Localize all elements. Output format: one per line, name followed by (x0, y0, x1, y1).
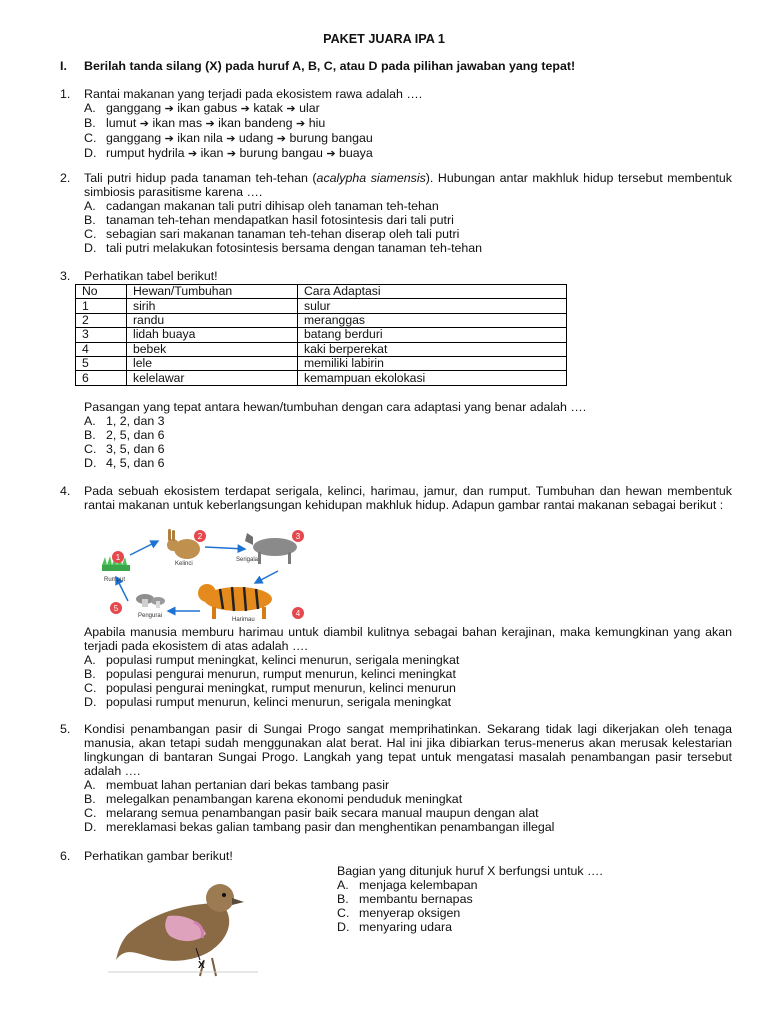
tiger-icon (198, 584, 272, 619)
arrow-right-icon: ➔ (240, 103, 250, 115)
instruction-text: Berilah tanda silang (X) pada huruf A, B, C, atau D pada pilihan jawaban yang tepat! (84, 59, 576, 73)
option-letter: A. (337, 878, 349, 892)
scientific-name: acalypha siamensis (316, 171, 426, 185)
arrow-icon (205, 547, 245, 549)
option-letter: C. (84, 806, 97, 820)
arrow-right-icon: ➔ (286, 103, 296, 115)
question-number: 3. (60, 269, 71, 283)
options-list (84, 101, 732, 161)
option-letter: A. (84, 101, 96, 115)
arrow-right-icon: ➔ (326, 148, 336, 160)
option-letter: C. (84, 441, 97, 456)
table-cell: meranggas (298, 313, 567, 327)
question-6 (60, 849, 360, 863)
table-header: Cara Adaptasi (298, 285, 567, 299)
question-number: 6. (60, 849, 71, 863)
option-b[interactable] (84, 428, 732, 442)
table-cell: 1 (76, 299, 127, 313)
badge-number: 4 (295, 609, 301, 618)
option-text: tali putri melakukan fotosintesis bersama dengan tanaman teh-tehan (106, 241, 483, 255)
table-header: No (76, 285, 127, 299)
chain-item: ganggang (106, 131, 162, 145)
option-letter: A. (84, 199, 96, 213)
table-header: Hewan/Tumbuhan (127, 285, 298, 299)
option-d[interactable] (84, 820, 732, 834)
options-list (84, 414, 732, 470)
option-text: membuat lahan pertanian dari bekas tambang pasir (106, 778, 390, 792)
option-a[interactable] (84, 414, 732, 428)
badge-number: 3 (295, 532, 301, 541)
chain-item: ikan nila (177, 131, 223, 145)
question-5 (60, 722, 732, 834)
arrow-right-icon: ➔ (276, 133, 286, 145)
bird-icon (108, 884, 258, 976)
option-text: populasi rumput menurun, kelinci menurun, serigala meningkat (106, 695, 452, 709)
arrow-icon (255, 571, 278, 583)
chain-item: katak (253, 101, 283, 115)
option-b[interactable] (337, 892, 737, 906)
option-text: membantu bernapas (359, 892, 473, 906)
question-number: 2. (60, 171, 71, 185)
option-b[interactable] (84, 792, 732, 806)
option-letter: B. (84, 792, 96, 806)
table-row (76, 342, 567, 356)
question-text: Pada sebuah ekosistem terdapat serigala, kelinci, harimau, jamur, dan rumput. Tumbuhan dan hewan membentuk rantai makanan untuk keberlangsungan kehidupan makhluk hidup. Adapun gambar rantai makanan sebagai berikut : (84, 484, 732, 512)
question-text-part: ). Hubungan antar makhluk hidup tersebut membentuk simbiosis parasitisme karena …. (84, 171, 732, 199)
chain-item: ikan bandeng (218, 116, 293, 130)
chain-item: rumput hydrila (106, 146, 185, 160)
instruction-number: I. (60, 59, 67, 73)
option-text: melegalkan penambangan karena ekonomi penduduk meningkat (106, 792, 463, 806)
option-text: menyaring udara (359, 920, 452, 934)
question-4 (60, 484, 732, 512)
table-header-row (76, 285, 567, 299)
option-a[interactable] (84, 199, 732, 213)
option-d[interactable] (84, 456, 732, 470)
arrow-right-icon: ➔ (164, 133, 174, 145)
option-d[interactable] (84, 241, 732, 255)
table-cell: 5 (76, 356, 127, 370)
question-prompt: Pasangan yang tepat antara hewan/tumbuhan dengan cara adaptasi yang benar adalah …. (84, 399, 587, 414)
option-letter: C. (84, 131, 97, 145)
option-letter: D. (84, 695, 97, 709)
option-text: populasi pengurai menurun, rumput menurun, kelinci meningkat (106, 667, 456, 681)
option-text: menyerap oksigen (359, 906, 461, 920)
bird-anatomy-figure (108, 876, 258, 986)
question-text: Perhatikan tabel berikut! (84, 269, 218, 283)
table-cell: sulur (298, 299, 567, 313)
option-text: 1, 2, dan 3 (106, 413, 165, 428)
figure-label: Serigala (236, 557, 259, 563)
arrow-right-icon: ➔ (226, 148, 237, 160)
arrow-right-icon: ➔ (164, 103, 174, 115)
option-text: cadangan makanan tali putri dihisap oleh tanaman teh-tehan (106, 199, 439, 213)
table-cell: 3 (76, 328, 127, 342)
arrow-right-icon: ➔ (205, 118, 215, 130)
arrow-right-icon: ➔ (226, 133, 236, 145)
figure-label-x: X (198, 960, 205, 971)
option-letter: A. (84, 413, 96, 428)
option-c[interactable] (84, 227, 732, 241)
option-letter: D. (84, 241, 97, 255)
table-cell: memiliki labirin (298, 356, 567, 370)
chain-item: ikan (200, 146, 224, 160)
option-d[interactable] (337, 920, 737, 934)
option-letter: D. (84, 146, 97, 160)
option-text: menjaga kelembapan (359, 878, 478, 892)
option-text: 4, 5, dan 6 (106, 455, 165, 470)
option-text: populasi rumput meningkat, kelinci menurun, serigala meningkat (106, 653, 460, 667)
option-letter: B. (84, 427, 96, 442)
question-number: 1. (60, 87, 71, 101)
option-a[interactable] (84, 778, 732, 792)
option-text: sebagian sari makanan tanaman teh-tehan diserap oleh tali putri (106, 227, 460, 241)
question-text: Kondisi penambangan pasir di Sungai Progo sangat memprihatinkan. Sekarang tidak lagi dikerjakan oleh tenaga manusia, akan tetapi sudah menggunakan alat berat. Hal ini jika dibiarkan terus-menerus akan merusak kelestarian lingkungan di bantaran Sungai Progo. Langkah yang tepat untuk mengatasi masalah penambangan pasir tersebut adalah …. (84, 722, 732, 778)
option-letter: A. (84, 778, 96, 792)
option-letter: A. (84, 653, 96, 667)
option-letter: C. (84, 681, 97, 695)
question-text: Perhatikan gambar berikut! (84, 849, 233, 863)
option-d[interactable] (84, 146, 732, 161)
arrow-right-icon: ➔ (296, 118, 306, 130)
option-letter: B. (84, 116, 96, 130)
question-prompt: Apabila manusia memburu harimau untuk diambil kulitnya sebagai bahan kerajinan, maka kemungkinan yang akan terjadi pada ekosistem di atas adalah …. (84, 625, 732, 653)
question-1 (60, 87, 732, 161)
option-text: mereklamasi bekas galian tambang pasir dan menghentikan penambangan illegal (106, 820, 555, 834)
option-d[interactable] (84, 695, 732, 709)
adaptation-table (75, 284, 567, 386)
option-text: 2, 5, dan 6 (106, 427, 165, 442)
instruction (60, 59, 740, 73)
option-b[interactable] (84, 213, 732, 227)
option-letter: B. (84, 213, 96, 227)
table-cell: 2 (76, 313, 127, 327)
chain-item: ganggang (106, 101, 162, 115)
option-text: tanaman teh-tehan mendapatkan hasil fotosintesis dari tali putri (106, 213, 454, 227)
question-text (84, 171, 732, 199)
food-chain-figure (40, 527, 320, 623)
question-2 (60, 171, 732, 255)
options-list (337, 878, 737, 934)
option-c[interactable] (84, 131, 732, 146)
table-cell: lele (127, 356, 298, 370)
question-3 (60, 269, 732, 470)
option-b[interactable] (84, 116, 732, 131)
mushroom-icon (136, 594, 165, 608)
option-b[interactable] (84, 667, 732, 681)
question-number: 5. (60, 722, 71, 736)
options-list (84, 199, 732, 255)
chain-item: lumut (106, 116, 137, 130)
table-cell: 6 (76, 371, 127, 385)
option-text: 3, 5, dan 6 (106, 441, 165, 456)
option-letter: C. (337, 906, 350, 920)
badge-number: 2 (197, 532, 203, 541)
badge-number: 5 (113, 604, 119, 613)
question-text-part: Tali putri hidup pada tanaman teh-tehan ( (84, 171, 317, 185)
option-letter: B. (84, 667, 96, 681)
table-row (76, 299, 567, 313)
figure-label: Rumput (104, 577, 126, 583)
chain-item: udang (238, 131, 274, 145)
table-cell: randu (127, 313, 298, 327)
question-6-prompt (337, 864, 737, 934)
figure-label: Kelinci (175, 561, 193, 567)
table-cell: kemampuan ekolokasi (298, 371, 567, 385)
option-a[interactable] (84, 101, 732, 116)
table-row (76, 356, 567, 370)
option-letter: C. (84, 227, 97, 241)
option-c[interactable] (337, 906, 737, 920)
option-c[interactable] (84, 681, 732, 695)
option-text: melarang semua penambangan pasir baik secara manual maupun dengan alat (106, 806, 539, 820)
arrow-icon (130, 541, 158, 555)
table-cell: sirih (127, 299, 298, 313)
badge-number: 1 (115, 553, 121, 562)
chain-item: burung bangau (289, 131, 373, 145)
question-text: Rantai makanan yang terjadi pada ekosistem rawa adalah …. (84, 87, 423, 101)
table-row (76, 371, 567, 385)
chain-item: ikan gabus (177, 101, 238, 115)
table-row (76, 328, 567, 342)
table-cell: kaki berperekat (298, 342, 567, 356)
option-letter: D. (337, 920, 350, 934)
table-cell: 4 (76, 342, 127, 356)
option-text: populasi pengurai meningkat, rumput menurun, kelinci menurun (106, 681, 456, 695)
option-letter: B. (337, 892, 349, 906)
question-prompt: Bagian yang ditunjuk huruf X berfungsi untuk …. (337, 864, 603, 878)
question-4-prompt (60, 625, 732, 709)
arrow-right-icon: ➔ (139, 118, 149, 130)
table-cell: kelelawar (127, 371, 298, 385)
table-cell: bebek (127, 342, 298, 356)
option-a[interactable] (84, 653, 732, 667)
chain-item: hiu (308, 116, 326, 130)
chain-item: buaya (339, 146, 373, 160)
table-cell: lidah buaya (127, 328, 298, 342)
question-number: 4. (60, 484, 71, 498)
option-c[interactable] (84, 806, 732, 820)
option-letter: D. (84, 455, 97, 470)
option-c[interactable] (84, 442, 732, 456)
option-a[interactable] (337, 878, 737, 892)
arrow-right-icon: ➔ (187, 148, 198, 160)
figure-label: Harimau (232, 617, 255, 623)
options-list (84, 653, 732, 709)
table-row (76, 313, 567, 327)
figure-label: Pengurai (138, 613, 163, 619)
option-letter: D. (84, 820, 97, 834)
options-list (84, 778, 732, 834)
chain-item: burung bangau (239, 146, 323, 160)
chain-item: ikan mas (152, 116, 203, 130)
page-title: PAKET JUARA IPA 1 (323, 32, 445, 46)
table-cell: batang berduri (298, 328, 567, 342)
chain-item: ular (299, 101, 320, 115)
